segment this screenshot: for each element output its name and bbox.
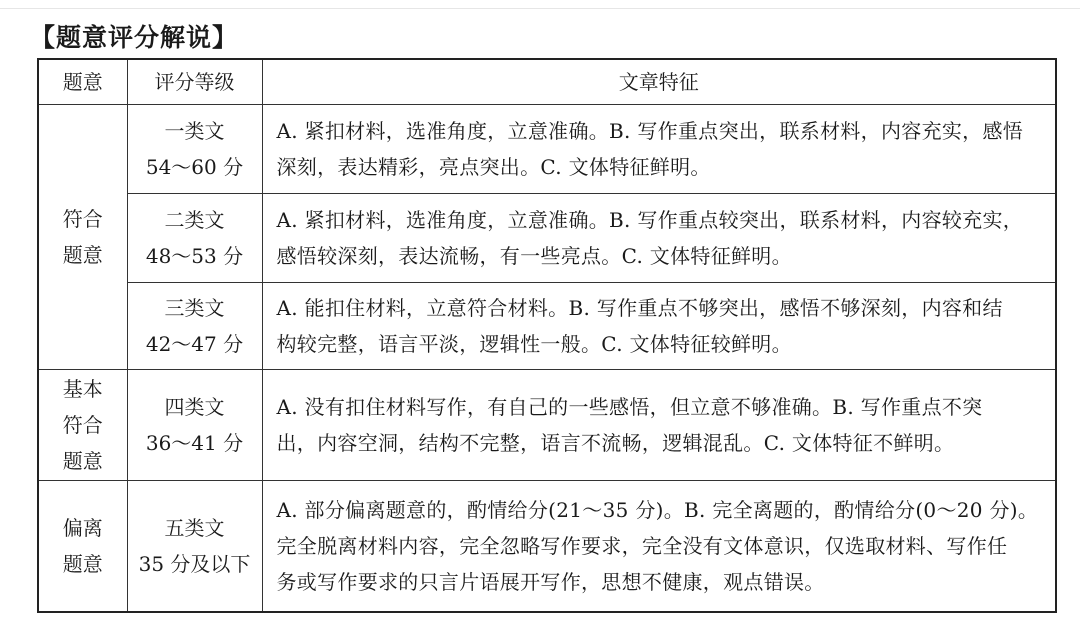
table-row — [38, 370, 1056, 481]
grade-score: 48～53 分 — [145, 244, 244, 268]
grade-name: 五类文 — [164, 516, 225, 540]
grade-name: 四类文 — [164, 395, 225, 419]
topic-line: 题意 — [62, 552, 103, 576]
topic-line: 基本 — [62, 377, 103, 401]
grade-name: 二类文 — [164, 208, 225, 232]
features-line: 务或写作要求的只言片语展开写作，思想不健康，观点错误。 — [276, 570, 825, 594]
features-cell — [262, 283, 1056, 370]
header-topic: 题意 — [38, 59, 127, 105]
grade-cell — [127, 283, 262, 370]
table-row — [38, 194, 1056, 283]
grade-name: 一类文 — [164, 119, 225, 143]
features-line: 出，内容空洞，结构不完整，语言不流畅，逻辑混乱。C. 文体特征不鲜明。 — [276, 431, 955, 455]
scoring-table — [37, 58, 1057, 613]
grade-score: 54～60 分 — [145, 155, 244, 179]
table-header-row — [38, 59, 1056, 105]
features-line: 感悟较深刻，表达流畅，有一些亮点。C. 文体特征鲜明。 — [276, 244, 792, 268]
topic-cell — [38, 481, 127, 613]
grade-name: 三类文 — [164, 296, 225, 320]
grade-score: 42～47 分 — [145, 332, 244, 356]
grade-cell — [127, 481, 262, 613]
grade-cell — [127, 194, 262, 283]
features-line: A. 没有扣住材料写作，有自己的一些感悟，但立意不够准确。B. 写作重点不突 — [276, 395, 983, 419]
features-line: A. 能扣住材料，立意符合材料。B. 写作重点不够突出，感悟不够深刻，内容和结 — [276, 296, 1003, 320]
section-heading: 【题意评分解说】 — [30, 23, 239, 52]
topic-cell — [38, 370, 127, 481]
table-row — [38, 283, 1056, 370]
features-cell — [262, 481, 1056, 613]
grade-cell — [127, 105, 262, 194]
grade-score: 36～41 分 — [145, 431, 244, 455]
topic-cell — [38, 105, 127, 370]
features-line: 深刻，表达精彩，亮点突出。C. 文体特征鲜明。 — [276, 155, 711, 179]
grade-score: 35 分及以下 — [138, 552, 251, 576]
topic-line: 题意 — [62, 449, 103, 473]
features-line: A. 紧扣材料，选准角度，立意准确。B. 写作重点突出，联系材料，内容充实，感悟 — [276, 119, 1024, 143]
features-line: 完全脱离材料内容，完全忽略写作要求，完全没有文体意识，仅选取材料、写作任 — [276, 534, 1008, 558]
table-row — [38, 481, 1056, 613]
features-cell — [262, 105, 1056, 194]
top-divider — [0, 8, 1080, 9]
features-line: A. 紧扣材料，选准角度，立意准确。B. 写作重点较突出，联系材料，内容较充实， — [276, 208, 1024, 232]
header-grade: 评分等级 — [127, 59, 262, 105]
table-row — [38, 105, 1056, 194]
features-cell — [262, 194, 1056, 283]
features-line: 构较完整，语言平淡，逻辑性一般。C. 文体特征较鲜明。 — [276, 332, 792, 356]
topic-line: 符合 — [62, 207, 103, 231]
grade-cell — [127, 370, 262, 481]
topic-line: 题意 — [62, 243, 103, 267]
topic-line: 符合 — [62, 413, 103, 437]
header-features: 文章特征 — [262, 59, 1056, 105]
topic-line: 偏离 — [62, 516, 103, 540]
features-cell — [262, 370, 1056, 481]
features-line: A. 部分偏离题意的，酌情给分(21～35 分)。B. 完全离题的，酌情给分(0～20 分)。 — [276, 498, 1039, 522]
